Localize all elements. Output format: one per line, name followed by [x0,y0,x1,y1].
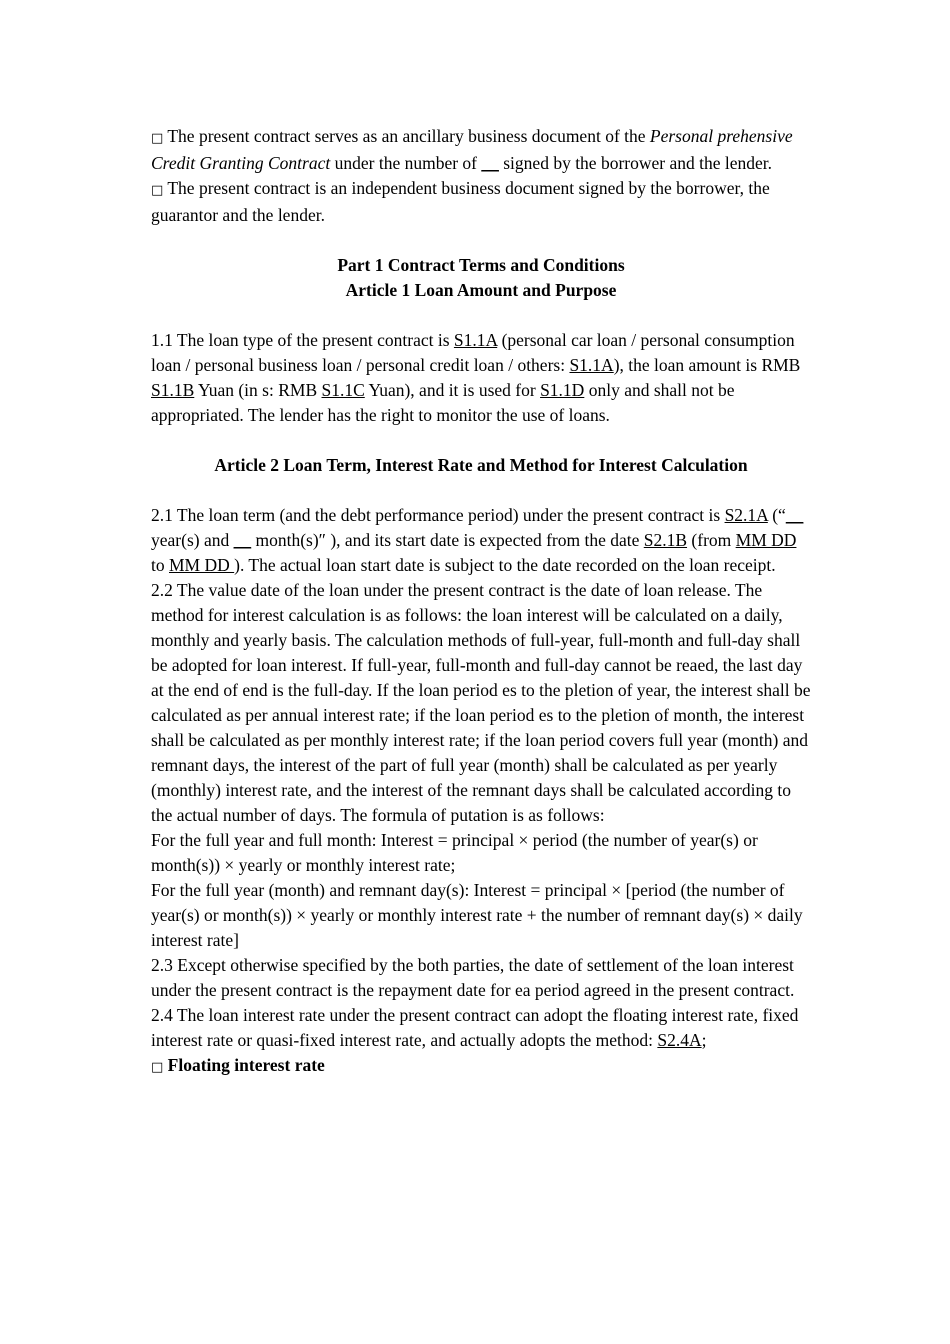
contract-number-blank[interactable]: __ [481,153,499,173]
field-s2-4a[interactable]: S2.4A [657,1030,702,1050]
contract-name: Personal prehensive Credit Granting Contract [151,126,793,173]
field-s1-1c[interactable]: S1.1C [321,380,365,400]
years-blank[interactable]: __ [785,505,804,525]
option-floating-rate: □ Floating interest rate [151,1055,325,1075]
field-s1-1d[interactable]: S1.1D [540,380,585,400]
option-independent-contract: □ The present contract is an independent business document signed by the borrower, the guarantor and the lender. [151,178,770,225]
clause-2-2: 2.2 The value date of the loan under the present contract is the date of loan release. The method for interest calculation is as follows: the loan interest will be calculated on a daily, monthly and yearly basis. The calculation methods of full-year, full-month and full-day shall be adopted for loan interest. If full-year, full-month and full-day cannot be reaed, the last day at the end of end is the full-day. If the loan period es to the pletion of year, the interest shall be calculated as per annual interest rate; if the loan period es to the pletion of month, the interest shall be calculated as per monthly interest rate; if the loan period covers full year (month) and remnant days, the interest of the part of full year (month) shall be calculated as per yearly (monthly) interest rate, and the interest of the remnant days shall be calculated according to the actual number of days. The formula of putation is as follows: [151,580,811,825]
option-ancillary-contract: □ The present contract serves as an ancillary business document of the Personal prehensive Credit Granting Contract under the number of __ signed by the borrower and the lender. [151,126,793,173]
end-date-field[interactable]: MM DD [169,555,235,575]
clause-2-4: 2.4 The loan interest rate under the present contract can adopt the floating interest rate, fixed interest rate or quasi-fixed interest rate, and actually adopts the method: S2.4A; [151,1005,799,1050]
clause-1-1: 1.1 The loan type of the present contract is S1.1A (personal car loan / personal consumption loan / personal business loan / personal credit loan / others: S1.1A), the loan amount is RMB S1.1B Yuan (in s: RMB S1.1C Yuan), and it is used for S1.1D only and shall not be appropriated. The lender has the right to monitor the use of loans. [151,330,801,425]
field-s2-1a[interactable]: S2.1A [724,505,768,525]
clause-2-3: 2.3 Except otherwise specified by the both parties, the date of settlement of the loan interest under the present contract is the repayment date for ea period agreed in the present contract. [151,955,795,1000]
checkbox-icon[interactable]: □ [151,131,164,146]
part1-title: Part 1 Contract Terms and Conditions [337,255,625,275]
formula-full-period: For the full year and full month: Interest = principal × period (the number of year(s) or month(s)) × yearly or monthly interest rate; [151,830,758,875]
checkbox-icon[interactable]: □ [151,1060,164,1075]
article2-title: Article 2 Loan Term, Interest Rate and Method for Interest Calculation [214,455,748,475]
field-s1-1a-other[interactable]: S1.1A [569,355,614,375]
contract-page [151,124,811,1080]
start-date-field[interactable]: MM DD [735,530,797,550]
field-s2-1b[interactable]: S2.1B [643,530,688,550]
field-s1-1a[interactable]: S1.1A [453,330,498,350]
article1-title: Article 1 Loan Amount and Purpose [345,280,617,300]
clause-2-1: 2.1 The loan term (and the debt performance period) under the present contract is S2.1A (“__ year(s) and __ month(s)″ ), and its start date is expected from the date S2.1B (from MM DD to MM DD ). The actual loan start date is subject to the date recorded on the loan receipt. [151,505,804,575]
checkbox-icon[interactable]: □ [151,183,164,198]
formula-remnant-days: For the full year (month) and remnant day(s): Interest = principal × [period (the number of year(s) or month(s)) × yearly or monthly interest rate + the number of remnant day(s) × daily interest rate] [151,880,803,950]
field-s1-1b[interactable]: S1.1B [151,380,195,400]
months-blank[interactable]: __ [233,530,252,550]
